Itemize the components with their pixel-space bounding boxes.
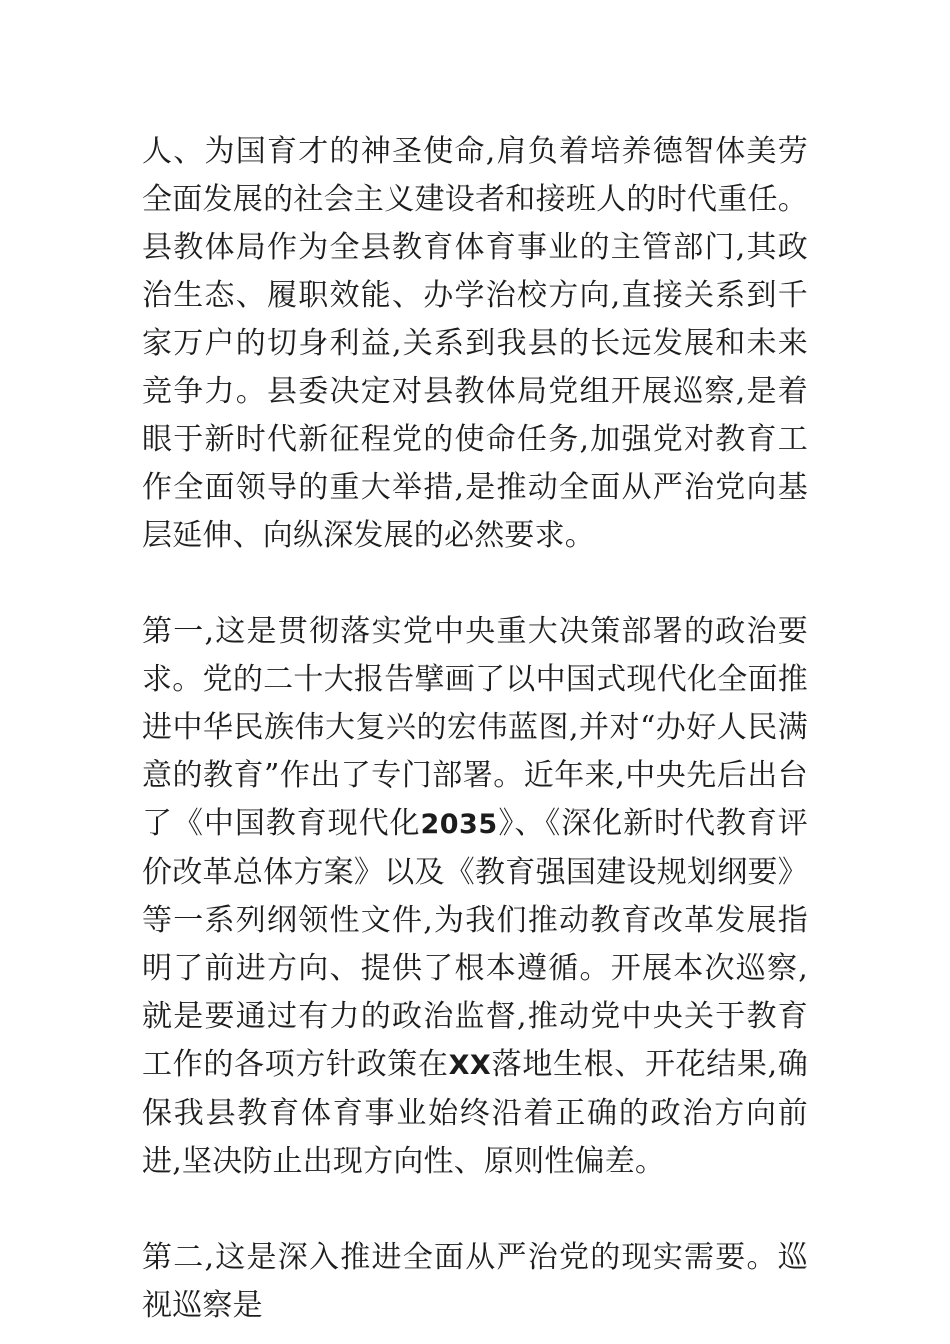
paragraph-2-segment-1: 第一,这是贯彻落实党中央重大决策部署的政治要求。党的二十大报告擘画了以中国式现代化全面推进中华民族伟大复兴的宏伟蓝图,并对“办好人民满意的教育”作出了专门部署。近年来,中央先后出台了《中国教育现代化 (142, 614, 808, 841)
paragraph-2-latin-xx: XX (448, 1050, 492, 1081)
paragraph-2-latin-2035: 2035 (420, 809, 498, 840)
paragraph-3: 第二,这是深入推进全面从严治党的现实需要。巡视巡察是 (142, 1240, 808, 1323)
paragraph-1: 人、为国育才的神圣使命,肩负着培养德智体美劳全面发展的社会主义建设者和接班人的时代重任。县教体局作为全县教育体育事业的主管部门,其政治生态、履职效能、办学治校方向,直接关系到千家万户的切身利益,关系到我县的长远发展和未来竞争力。县委决定对县教体局党组开展巡察,是着眼于新时代新征程党的使命任务,加强党对教育工作全面领导的重大举措,是推动全面从严治党向基层延伸、向纵深发展的必然要求。 (142, 134, 808, 553)
document-text-body (142, 128, 808, 1330)
paragraph-2 (142, 608, 808, 1186)
paragraph-2-segment-3: 落地生根、开花结果,确保我县教育体育事业始终沿着正确的政治方向前进,坚决防止出现方向性、原则性偏差。 (142, 1047, 808, 1179)
paragraph-2-segment-2: 》、《深化新时代教育评价改革总体方案》以及《教育强国建设规划纲要》等一系列纲领性文件,为我们推动教育改革发展指明了前进方向、提供了根本遵循。开展本次巡察,就是要通过有力的政治监督,推动党中央关于教育工作的各项方针政策在 (142, 806, 808, 1082)
